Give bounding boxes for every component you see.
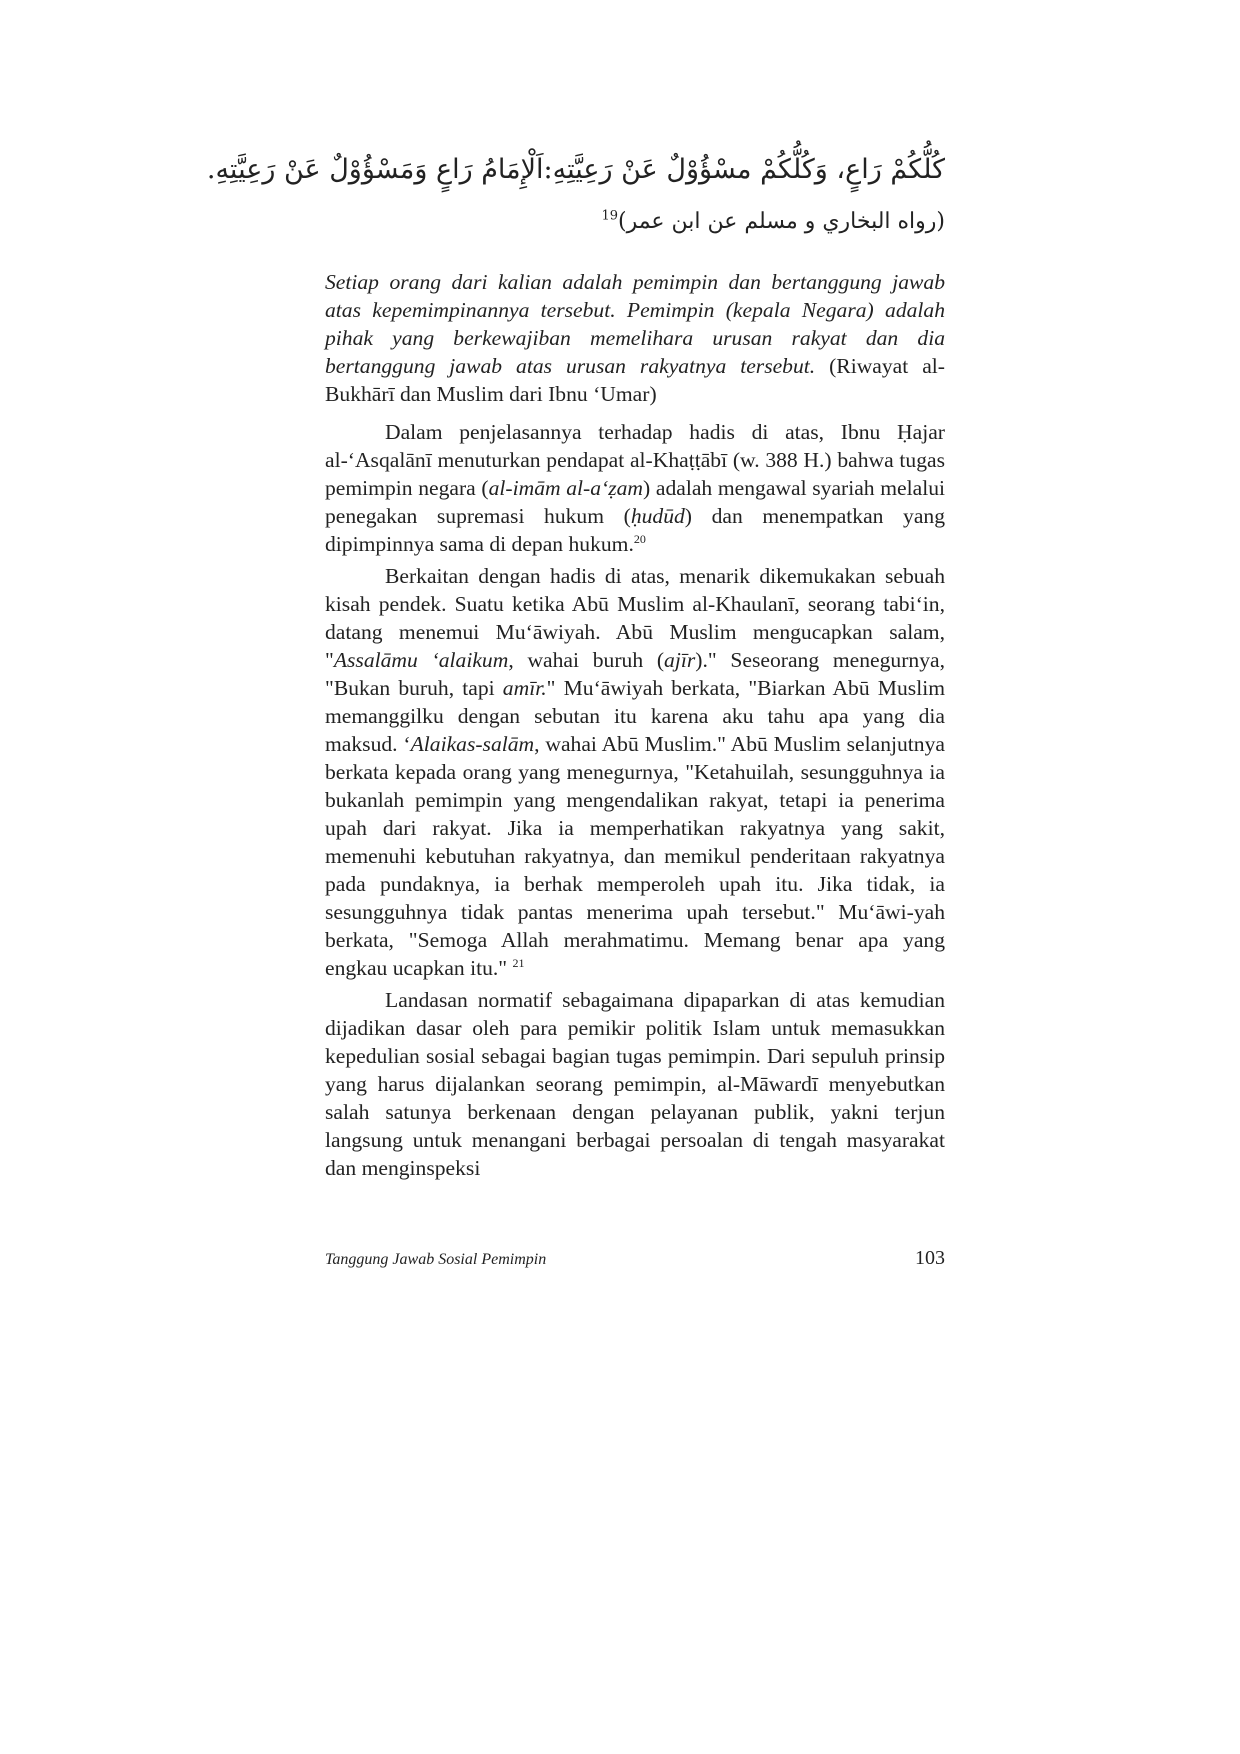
p2-text-1: Berkaitan dengan hadis di atas, menarik dikemukakan sebuah kisah pendek. Suatu ketika Abū Muslim al-Khaulanī, seorang tabi‘in, datang menemui Mu‘āwiyah. Abū Muslim mengucapkan salam, ": [325, 564, 945, 672]
page-number: 103: [915, 1247, 945, 1269]
paragraph-3: [325, 986, 945, 1182]
translation-italic-text: Setiap orang dari kalian adalah pemimpin dan bertanggung jawab atas kepemimpinannya tersebut. Pemimpin (kepala Negara) adalah pihak yang berkewajiban memelihara urusan rakyat dan dia bertanggung jawab atas urusan rakyatnya tersebut.: [325, 270, 945, 378]
body-text: [325, 418, 945, 1182]
p2-text-5: , wahai Abū Muslim." Abū Muslim selanjutnya berkata kepada orang yang menegurnya, "Ketahuilah, sesungguhnya ia bukanlah pemimpin yang mengendalikan rakyat, tetapi ia penerima upah dari rakyat. Jika ia memperhatikan rakyatnya yang sakit, memenuhi kebutuhan rakyatnya, dan memikul penderitaan rakyatnya pada pundaknya, ia berhak memperoleh upah itu. Jika tidak, ia sesungguhnya tidak pantas menerima upah tersebut." Mu‘āwi-yah berkata, "Semoga Allah merahmatimu. Memang benar apa yang engkau ucapkan itu.": [325, 732, 945, 980]
p2-text-4: " Mu‘āwiyah berkata, "Biarkan Abū Muslim memanggilku dengan sebutan itu karena aku tahu apa yang dia maksud. ‘: [325, 676, 945, 756]
p2-text-2: , wahai buruh (: [508, 648, 665, 672]
footnote-marker-20: 20: [633, 531, 646, 546]
hadith-translation: [325, 268, 945, 408]
paragraph-1: [325, 418, 945, 558]
p2-italic-3: amīr.: [502, 676, 547, 700]
arabic-hadith-text: كُلُّكُمْ رَاعٍ، وَكُلُّكُمْ مسْؤُوْلٌ عَنْ رَعِيَّتِهِ:اَلْإِمَامُ رَاعٍ وَمَسْؤُوْلٌ عَنْ رَعِيَّتِهِ.: [206, 154, 945, 185]
arabic-source-text: (رواه البخاري و مسلم عن ابن عمر): [617, 209, 945, 234]
footnote-marker-19: 19: [601, 208, 618, 224]
p2-italic-2: ajīr: [664, 648, 696, 672]
p1-italic-2: ḥudūd: [630, 504, 685, 528]
p1-text-2: ) adalah mengawal syariah melalui penegakan supremasi hukum (: [325, 476, 946, 528]
p2-text-3: )." Seseorang menegurnya, "Bukan buruh, tapi: [325, 648, 945, 700]
p1-text-1: Dalam penjelasannya terhadap hadis di atas, Ibnu Ḥajar al-‘Asqalānī menuturkan pendapat al-Khaṭṭābī (w. 388 H.) bahwa tugas pemimpin negara (: [325, 420, 945, 500]
paragraph-2: [325, 562, 945, 982]
page-footer: [325, 1247, 945, 1277]
p2-italic-4: Alaikas-salām: [410, 732, 535, 756]
p1-text-3: ) dan menempatkan yang dipimpinnya sama di depan hukum.: [325, 504, 946, 556]
p3-text-1: Landasan normatif sebagaimana dipaparkan di atas kemudian dijadikan dasar oleh para pemikir politik Islam untuk memasukkan kepedulian sosial sebagai bagian tugas pemimpin. Dari sepuluh prinsip yang harus dijalankan seorang pemimpin, al-Māwardī menyebutkan salah satunya berkenaan dengan pelayanan publik, yakni terjun langsung untuk menangani berbagai persoalan di tengah masyarakat dan menginspeksi: [325, 988, 945, 1180]
arabic-hadith-source: [325, 207, 945, 237]
p1-italic-1: al-imām al-a‘ẓam: [488, 476, 644, 500]
translation-source: (Riwayat al-Bukhārī dan Muslim dari Ibnu ‘Umar): [325, 354, 945, 406]
running-title: Tanggung Jawab Sosial Pemimpin: [325, 1251, 547, 1268]
p2-italic-1: Assalāmu ‘alaikum: [333, 648, 509, 672]
footnote-marker-21: 21: [512, 955, 525, 970]
